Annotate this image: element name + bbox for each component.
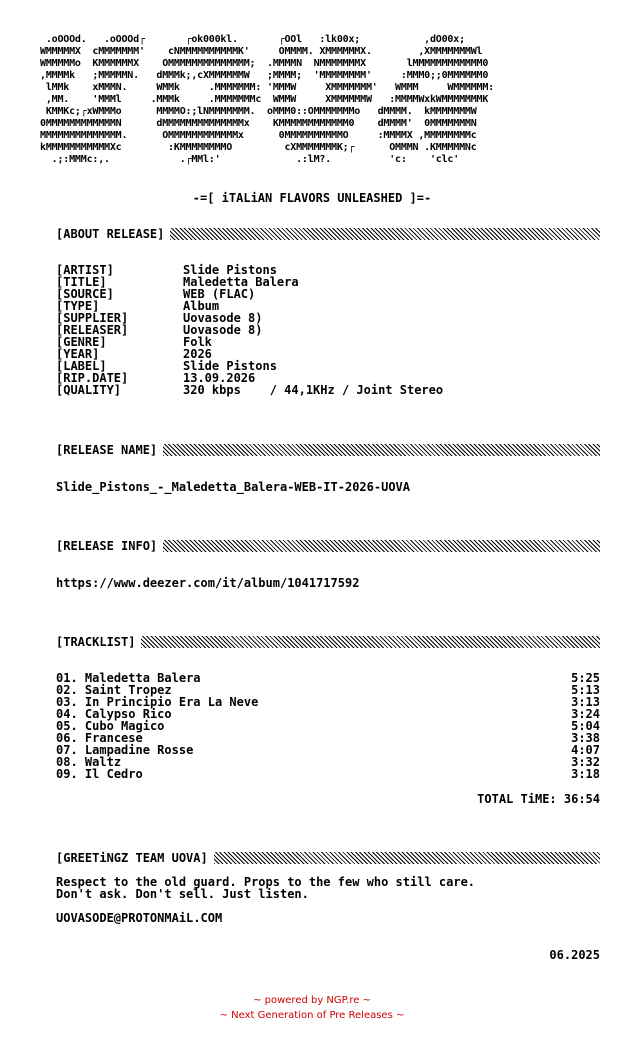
section-divider: [163, 540, 600, 552]
ascii-art-line: MMMMMMMMMMMMMM. OMMMMMMMMMMMMx 0MMMMMMMMMMO :MMMMX ,MMMMMMMMc: [40, 130, 477, 141]
greetings-block: [56, 876, 475, 924]
track-number: 05.: [56, 719, 78, 733]
tagline: -=[ iTALiAN FLAVORS UNLEASHED ]=-: [192, 191, 432, 205]
track-number: 02.: [56, 683, 78, 697]
ascii-art-line: kMMMMMMMMMMMXc :KMMMMMMMMO cXMMMMMMMK;┌ OMMMN .KMMMMMNc: [40, 142, 477, 153]
about-value: Slide Pistons: [183, 359, 277, 373]
about-key: [TITLE]: [56, 275, 107, 289]
about-value: 2026: [183, 347, 212, 361]
about-value: Maledetta Balera: [183, 275, 299, 289]
about-key: [RIP.DATE]: [56, 371, 129, 385]
about-key: [LABEL]: [56, 359, 107, 373]
greetings-line: Don't ask. Don't sell. Just listen.: [56, 887, 309, 901]
about-key: [SUPPLIER]: [56, 311, 129, 325]
track-number: 09.: [56, 767, 78, 781]
track-row: [56, 744, 600, 756]
about-key: [SOURCE]: [56, 287, 114, 301]
section-title: [GREETiNGZ TEAM UOVA]: [56, 851, 208, 865]
section-divider: [214, 852, 600, 864]
section-header-tracklist: [56, 635, 600, 649]
total-time: TOTAL TiME: 36:54: [477, 792, 600, 806]
about-key: [ARTIST]: [56, 263, 114, 277]
section-title: [TRACKLIST]: [56, 635, 136, 649]
section-divider: [141, 636, 600, 648]
section-title: [ABOUT RELEASE]: [56, 227, 165, 241]
about-key: [YEAR]: [56, 347, 100, 361]
greetings-line: Respect to the old guard. Props to the few who still care.: [56, 875, 476, 889]
ascii-art-line: ,MM. 'MMMl .MMMk .MMMMMMMc WMMW XMMMMMMW :MMMMWxkWMMMMMMMK: [40, 94, 489, 105]
track-label: [56, 768, 143, 780]
release-name: Slide_Pistons_-_Maledetta_Balera-WEB-IT-2026-UOVA: [56, 480, 411, 494]
track-duration: 3:18: [571, 767, 600, 781]
track-duration: 3:13: [571, 695, 600, 709]
track-duration: 3:38: [571, 731, 600, 745]
about-row: [56, 384, 443, 396]
ascii-art-logo: [40, 34, 620, 166]
about-value: 13.09.2026: [183, 371, 256, 385]
about-key: [TYPE]: [56, 299, 100, 313]
track-number: 03.: [56, 695, 78, 709]
track-duration: 4:07: [571, 743, 600, 757]
release-info-link[interactable]: https://www.deezer.com/it/album/1041717592: [56, 576, 360, 590]
track-duration: 5:04: [571, 719, 600, 733]
ascii-art-line: ,MMMMk ;MMMMMN. dMMMk;,cXMMMMMMW ;MMMM; 'MMMMMMMM' :MMM0;;0MMMMMM0: [40, 70, 489, 81]
about-value: Slide Pistons: [183, 263, 277, 277]
about-value: WEB (FLAC): [183, 287, 256, 301]
about-key: [RELEASER]: [56, 323, 129, 337]
track-title: Francese: [84, 731, 143, 745]
footer: [0, 993, 624, 1023]
contact-email[interactable]: UOVASODE@PROTONMAiL.COM: [56, 911, 223, 925]
track-number: 08.: [56, 755, 78, 769]
section-divider: [163, 444, 600, 456]
about-row: [56, 336, 443, 348]
section-header-about: [56, 227, 600, 241]
about-value: 320 kbps / 44,1KHz / Joint Stereo: [183, 383, 444, 397]
about-value: Uovasode 8): [183, 323, 263, 337]
track-title: Lampadine Rosse: [84, 743, 194, 757]
track-number: 04.: [56, 707, 78, 721]
track-duration: 5:25: [571, 671, 600, 685]
ascii-art-line: WMMMMMX cMMMMMMM' cNMMMMMMMMMMK' OMMMM. XMMMMMMX. ,XMMMMMMMWl: [40, 46, 483, 57]
track-row: [56, 768, 600, 780]
ascii-art-line: WMMMMMo KMMMMMMX OMMMMMMMMMMMMMM; .MMMMN NMMMMMMMX lMMMMMMMMMMMM0: [40, 58, 489, 69]
track-duration: 3:32: [571, 755, 600, 769]
about-value: Folk: [183, 335, 212, 349]
footer-powered-by[interactable]: ~ powered by NGP.re ~: [253, 995, 371, 1006]
ascii-art-line: .;:MMMc:,. .┌MMl:' .:lM?. 'c: 'clc': [40, 154, 460, 165]
track-title: In Principio Era La Neve: [84, 695, 259, 709]
track-title: Saint Tropez: [84, 683, 172, 697]
track-number: 07.: [56, 743, 78, 757]
track-title: Waltz: [84, 755, 122, 769]
track-number: 01.: [56, 671, 78, 685]
track-number: 06.: [56, 731, 78, 745]
track-title: Maledetta Balera: [84, 671, 201, 685]
release-date: 06.2025: [549, 948, 600, 962]
section-header-release-info: [56, 539, 600, 553]
about-value: Uovasode 8): [183, 311, 263, 325]
ascii-art-line: 0MMMMMMMMMMMMN dMMMMMMMMMMMMMMx KMMMMMMMMMMMM0 dMMMM' 0MMMMMMMN: [40, 118, 477, 129]
ascii-art-line: KMMKc;┌xWMMMo MMMMO:;lNMMMMMMM. oMMM0::OMMMMMMMo dMMMM. kMMMMMMMW: [40, 106, 477, 117]
track-duration: 3:24: [571, 707, 600, 721]
tracklist: [56, 672, 600, 780]
section-divider: [170, 228, 600, 240]
section-title: [RELEASE INFO]: [56, 539, 158, 553]
about-row: [56, 288, 443, 300]
section-title: [RELEASE NAME]: [56, 443, 158, 457]
about-row: [56, 324, 443, 336]
about-release-table: [56, 264, 443, 396]
track-title: Cubo Magico: [84, 719, 165, 733]
track-duration: 5:13: [571, 683, 600, 697]
ascii-art-line: .oOOOd. .oOOOd┌ ┌ok000kl. ┌OOl :lk00x; ,dO00x;: [40, 34, 465, 45]
about-key: [GENRE]: [56, 335, 107, 349]
ascii-art-line: lMMk xMMMN. WMMk .MMMMMMM: 'MMMW XMMMMMMM' WMMM WMMMMMM:: [40, 82, 494, 93]
footer-tagline: ~ Next Generation of Pre Releases ~: [219, 1010, 405, 1021]
track-title: Il Cedro: [84, 767, 143, 781]
section-header-greetings: [56, 851, 600, 865]
about-value: Album: [183, 299, 220, 313]
section-header-release-name: [56, 443, 600, 457]
track-title: Calypso Rico: [84, 707, 172, 721]
about-key: [QUALITY]: [56, 383, 122, 397]
